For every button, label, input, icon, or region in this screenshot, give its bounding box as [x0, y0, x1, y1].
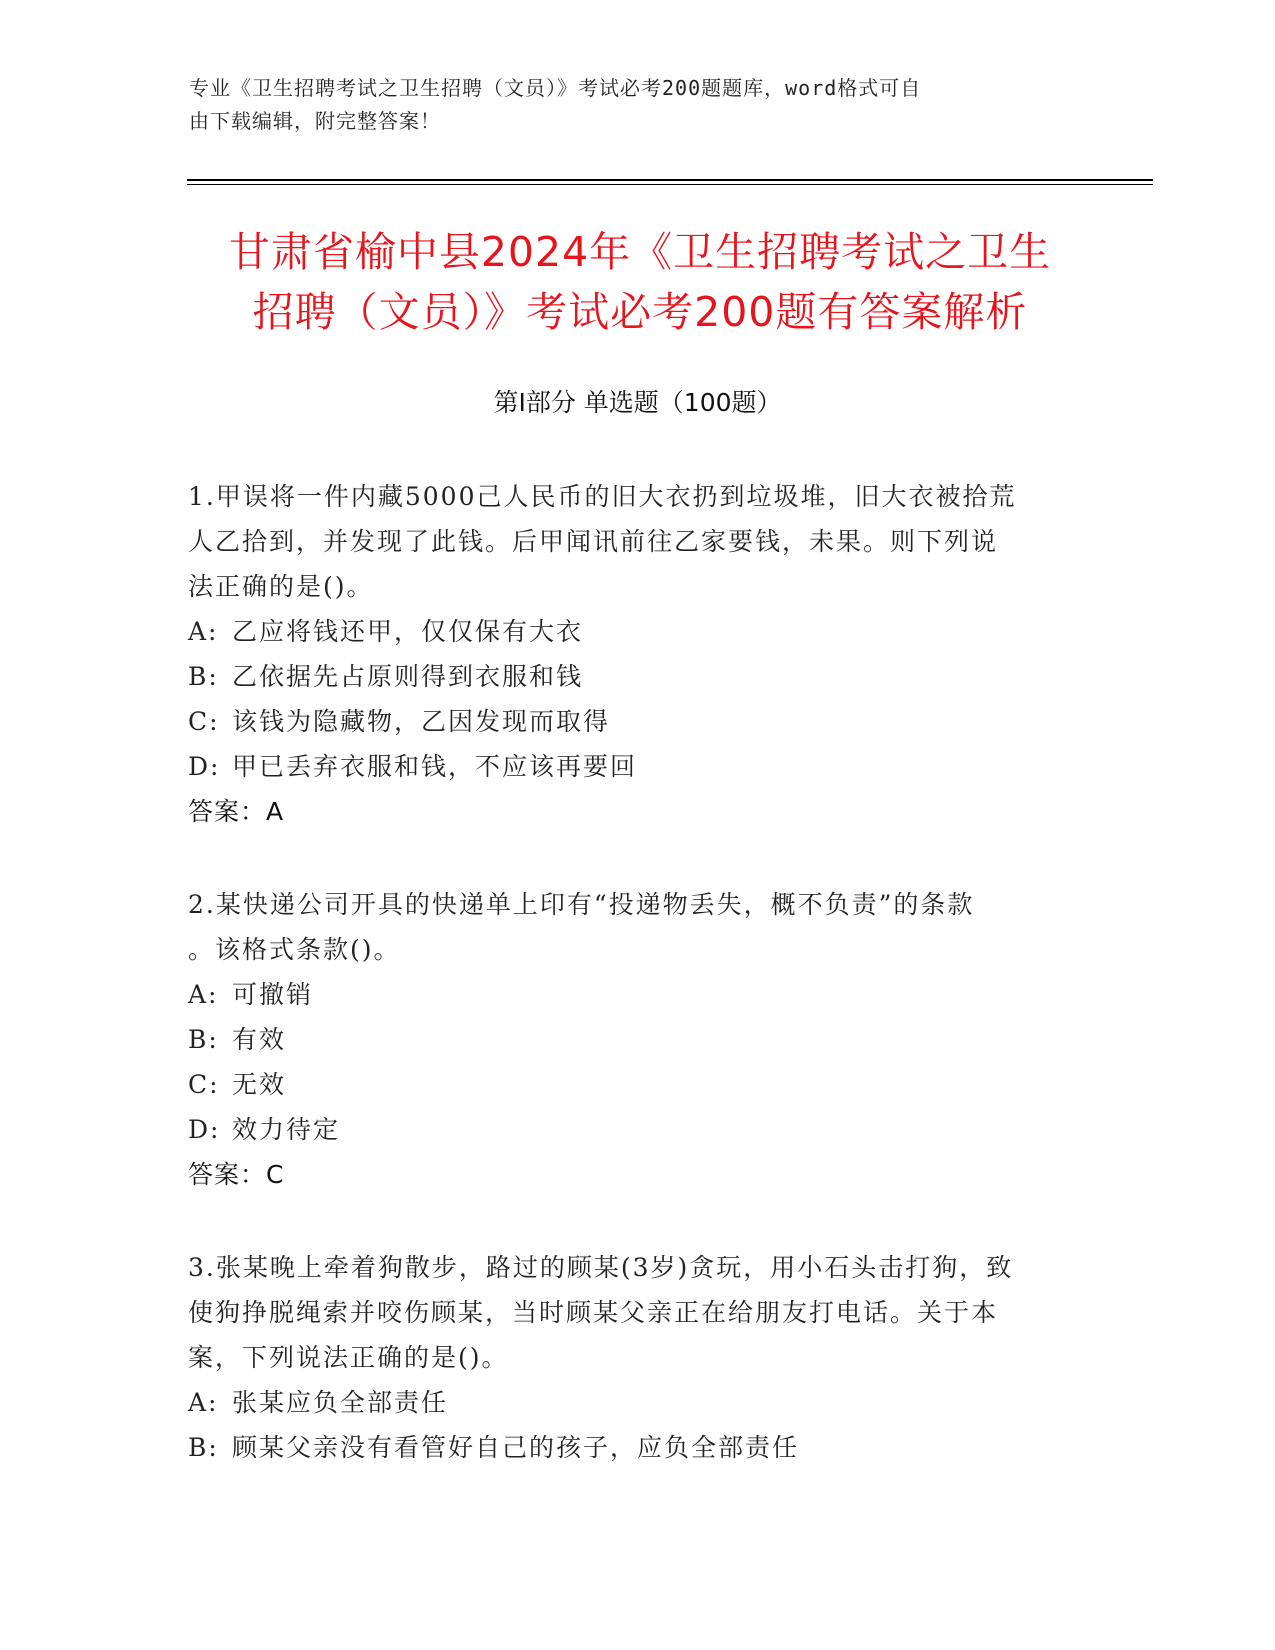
document-title-line-1: 甘肃省榆中县2024年《卫生招聘考试之卫生 — [228, 228, 1052, 276]
question-3 — [188, 1245, 1088, 1470]
stem-line: 1.甲误将一件内藏5000己人民币的旧大衣扔到垃圾堆，旧大衣被拾荒 — [188, 482, 1017, 511]
question-stem — [188, 882, 1088, 972]
stem-line: 法正确的是()。 — [188, 572, 374, 601]
stem-line: 人乙拾到，并发现了此钱。后甲闻讯前往乙家要钱，未果。则下列说 — [188, 527, 999, 556]
option-key: C: — [188, 707, 220, 736]
header-note-line-2: 由下载编辑，附完整答案！ — [189, 109, 441, 133]
option-a — [188, 972, 1088, 1017]
header-note — [189, 72, 1079, 138]
document-title — [160, 222, 1120, 342]
question-stem — [188, 1245, 1088, 1380]
header-divider-thick — [187, 179, 1153, 181]
option-text: 效力待定 — [232, 1115, 341, 1144]
option-key: B: — [188, 662, 219, 691]
option-b — [188, 1425, 1088, 1470]
option-text: 无效 — [232, 1070, 287, 1099]
option-key: D: — [188, 752, 221, 781]
option-c — [188, 699, 1088, 744]
option-key: A: — [188, 1388, 219, 1417]
stem-line: 。该格式条款()。 — [188, 935, 401, 964]
stem-line: 使狗挣脱绳索并咬伤顾某，当时顾某父亲正在给朋友打电话。关于本 — [188, 1298, 999, 1327]
option-text: 乙依据先占原则得到衣服和钱 — [232, 662, 584, 691]
stem-line: 2.某快递公司开具的快递单上印有“投递物丢失，概不负责”的条款 — [188, 890, 975, 919]
option-a — [188, 609, 1088, 654]
header-divider-thin — [187, 184, 1153, 185]
option-key: A: — [188, 617, 219, 646]
option-key: D: — [188, 1115, 221, 1144]
option-text: 乙应将钱还甲，仅仅保有大衣 — [232, 617, 584, 646]
option-c — [188, 1062, 1088, 1107]
document-title-line-2: 招聘（文员）》考试必考200题有答案解析 — [252, 288, 1028, 336]
option-text: 可撤销 — [232, 980, 314, 1009]
option-text: 张某应负全部责任 — [232, 1388, 449, 1417]
question-stem — [188, 474, 1088, 609]
answer-line: 答案：A — [188, 797, 285, 826]
section-heading: 第Ⅰ部分 单选题（100题） — [493, 388, 782, 417]
option-key: B: — [188, 1433, 219, 1462]
question-2 — [188, 882, 1088, 1197]
question-1 — [188, 474, 1088, 834]
header-note-line-1: 专业《卫生招聘考试之卫生招聘（文员）》考试必考200题题库，word格式可自 — [189, 76, 922, 100]
option-key: B: — [188, 1025, 219, 1054]
option-text: 有效 — [232, 1025, 287, 1054]
option-key: A: — [188, 980, 219, 1009]
option-text: 顾某父亲没有看管好自己的孩子，应负全部责任 — [232, 1433, 800, 1462]
stem-line: 3.张某晚上牵着狗散步，路过的顾某(3岁)贪玩，用小石头击打狗，致 — [188, 1253, 1014, 1282]
option-a — [188, 1380, 1088, 1425]
option-key: C: — [188, 1070, 220, 1099]
stem-line: 案，下列说法正确的是()。 — [188, 1343, 509, 1372]
option-d — [188, 1107, 1088, 1152]
option-b — [188, 654, 1088, 699]
option-d — [188, 744, 1088, 789]
option-text: 该钱为隐藏物，乙因发现而取得 — [232, 707, 611, 736]
option-b — [188, 1017, 1088, 1062]
answer-line: 答案：C — [188, 1160, 285, 1189]
option-text: 甲已丢弃衣服和钱，不应该再要回 — [232, 752, 638, 781]
